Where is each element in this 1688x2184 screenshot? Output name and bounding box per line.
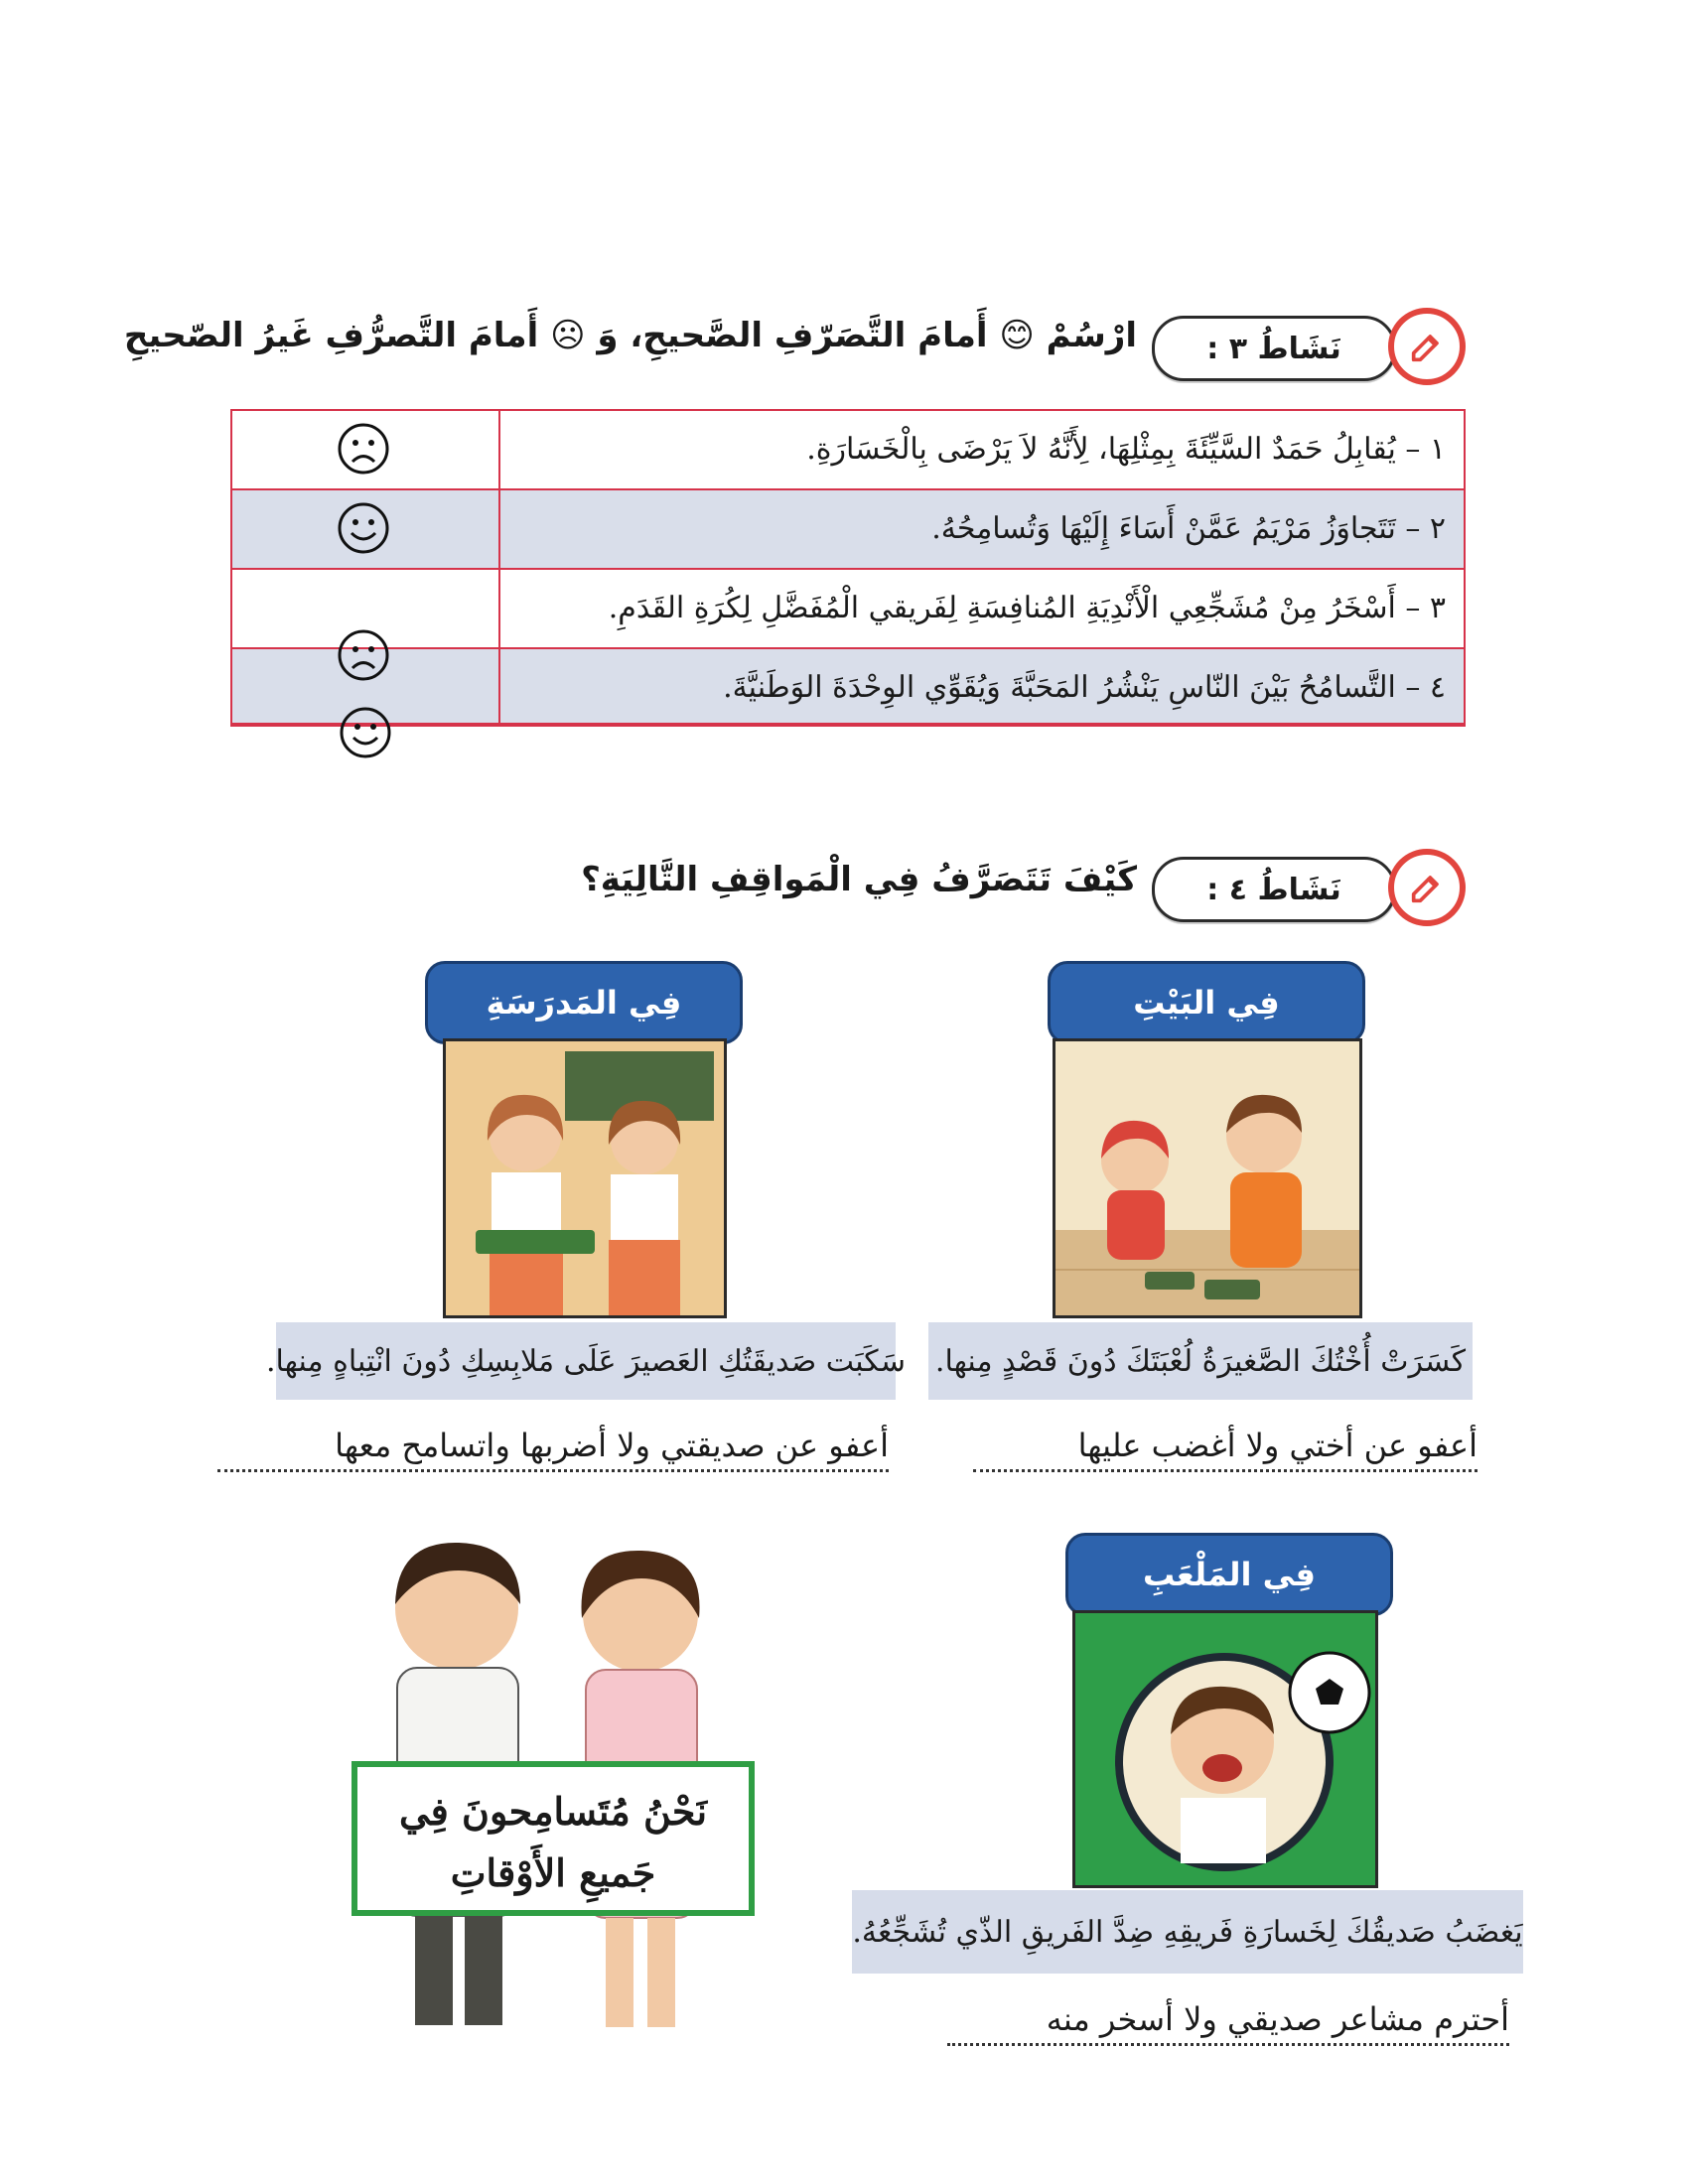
sad-face-icon (336, 627, 391, 683)
table-row (232, 649, 1464, 725)
field-scenario-tab (1065, 1533, 1393, 1616)
field-answer-text: أحترم مشاعر صديقي ولا أسخر منه (1046, 2000, 1509, 2038)
row-text: ٢ – تَتَجاوَزُ مَرْيَمُ عَمَّنْ أَسَاءَ إِلَيْهَا وَتُسامِحُهُ. (931, 511, 1446, 546)
table-row (232, 490, 1464, 570)
banner-line-2: جَميعِ الأَوْقاتِ (450, 1850, 656, 1895)
home-answer-text: أعفو عن أختي ولا أغضب عليها (1077, 1427, 1477, 1464)
school-caption-text: سَكَبَت صَديقَتُكِ العَصيرَ عَلَى مَلابِسِكِ دُونَ انْتِباهٍ مِنها. (266, 1343, 906, 1379)
table-row (232, 411, 1464, 490)
smiley-face-icon (336, 500, 391, 556)
home-caption-text: كَسَرَتْ أُخْتُكَ الصَّغيرَةُ لُعْبَتَكَ دُونَ قَصْدٍ مِنها. (934, 1343, 1467, 1379)
home-scenario-caption (928, 1322, 1473, 1400)
home-scenario-illustration (1053, 1038, 1362, 1318)
home-answer-field[interactable] (973, 1424, 1477, 1472)
school-answer-field[interactable] (217, 1424, 889, 1472)
row-text: ٤ – التَّسامُحُ بَيْنَ النّاسِ يَنْشُرُ المَحَبَّةَ وَيُقَوِّي الوِحْدَةَ الوَطَنيَّةَ. (723, 670, 1446, 705)
activity3-table (230, 409, 1466, 727)
school-scenario-caption (266, 1322, 906, 1400)
field-scenario-caption (852, 1890, 1523, 1974)
activity3-label-pill (1152, 316, 1396, 381)
school-scenario-tab (425, 961, 743, 1044)
field-scenario-illustration (1072, 1610, 1378, 1888)
smiley-face-icon (338, 705, 393, 760)
sad-face-icon (336, 421, 391, 477)
school-answer-text: أعفو عن صديقتي ولا أضربها واتسامح معها (335, 1427, 889, 1464)
edit-pencil-icon (1388, 849, 1466, 926)
column-divider (498, 411, 500, 725)
tolerance-banner (352, 1761, 755, 1916)
activity3-header (1152, 308, 1466, 385)
row-text: ٣ – أَسْخَرُ مِنْ مُشَجِّعِي الْأَنْدِيَةِ المُنافِسَةِ لِفَريقي الْمُفَضَّلِ لِكُرَةِ القَدَمِ. (608, 591, 1446, 625)
field-caption-text: يَغضَبُ صَديقُكَ لِخَسارَةِ فَريقِهِ ضِدَّ الفَريقِ الذّي تُشَجِّعُهُ. (852, 1914, 1523, 1950)
activity4-header (1152, 849, 1466, 926)
activity4-label: نَشَاطُ ٤ : (1206, 872, 1341, 907)
activity3-instruction: ارْسُمْ 😊 أَمامَ التَّصَرّفِ الصَّحيحِ، وَ ☹ أَمامَ التَّصرُّفِ غَيرُ الصّحيحِ (123, 316, 1137, 355)
edit-pencil-icon (1388, 308, 1466, 385)
table-row (232, 570, 1464, 649)
school-scenario-illustration (443, 1038, 727, 1318)
activity3-label: نَشَاطُ ٣ : (1206, 331, 1341, 366)
row-text: ١ – يُقابِلُ حَمَدٌ السَّيِّئَةَ بِمِثْلِهَا، لِأَنَّهُ لاَ يَرْضَى بِالْخَسَارَةِ. (806, 432, 1446, 467)
field-scenario-title: فِي المَلْعَبِ (1143, 1556, 1316, 1593)
field-answer-field[interactable] (947, 1997, 1509, 2046)
activity4-label-pill (1152, 857, 1396, 922)
school-scenario-title: فِي المَدرَسَةِ (486, 984, 682, 1022)
activity4-question: كَيْفَ تَتَصَرَّفُ فِي الْمَواقِفِ التَّالِيَةِ؟ (581, 860, 1137, 899)
banner-line-1: نَحْنُ مُتَسامِحونَ فِي (398, 1789, 708, 1834)
home-scenario-title: فِي البَيْتِ (1133, 984, 1280, 1022)
home-scenario-tab (1048, 961, 1365, 1044)
